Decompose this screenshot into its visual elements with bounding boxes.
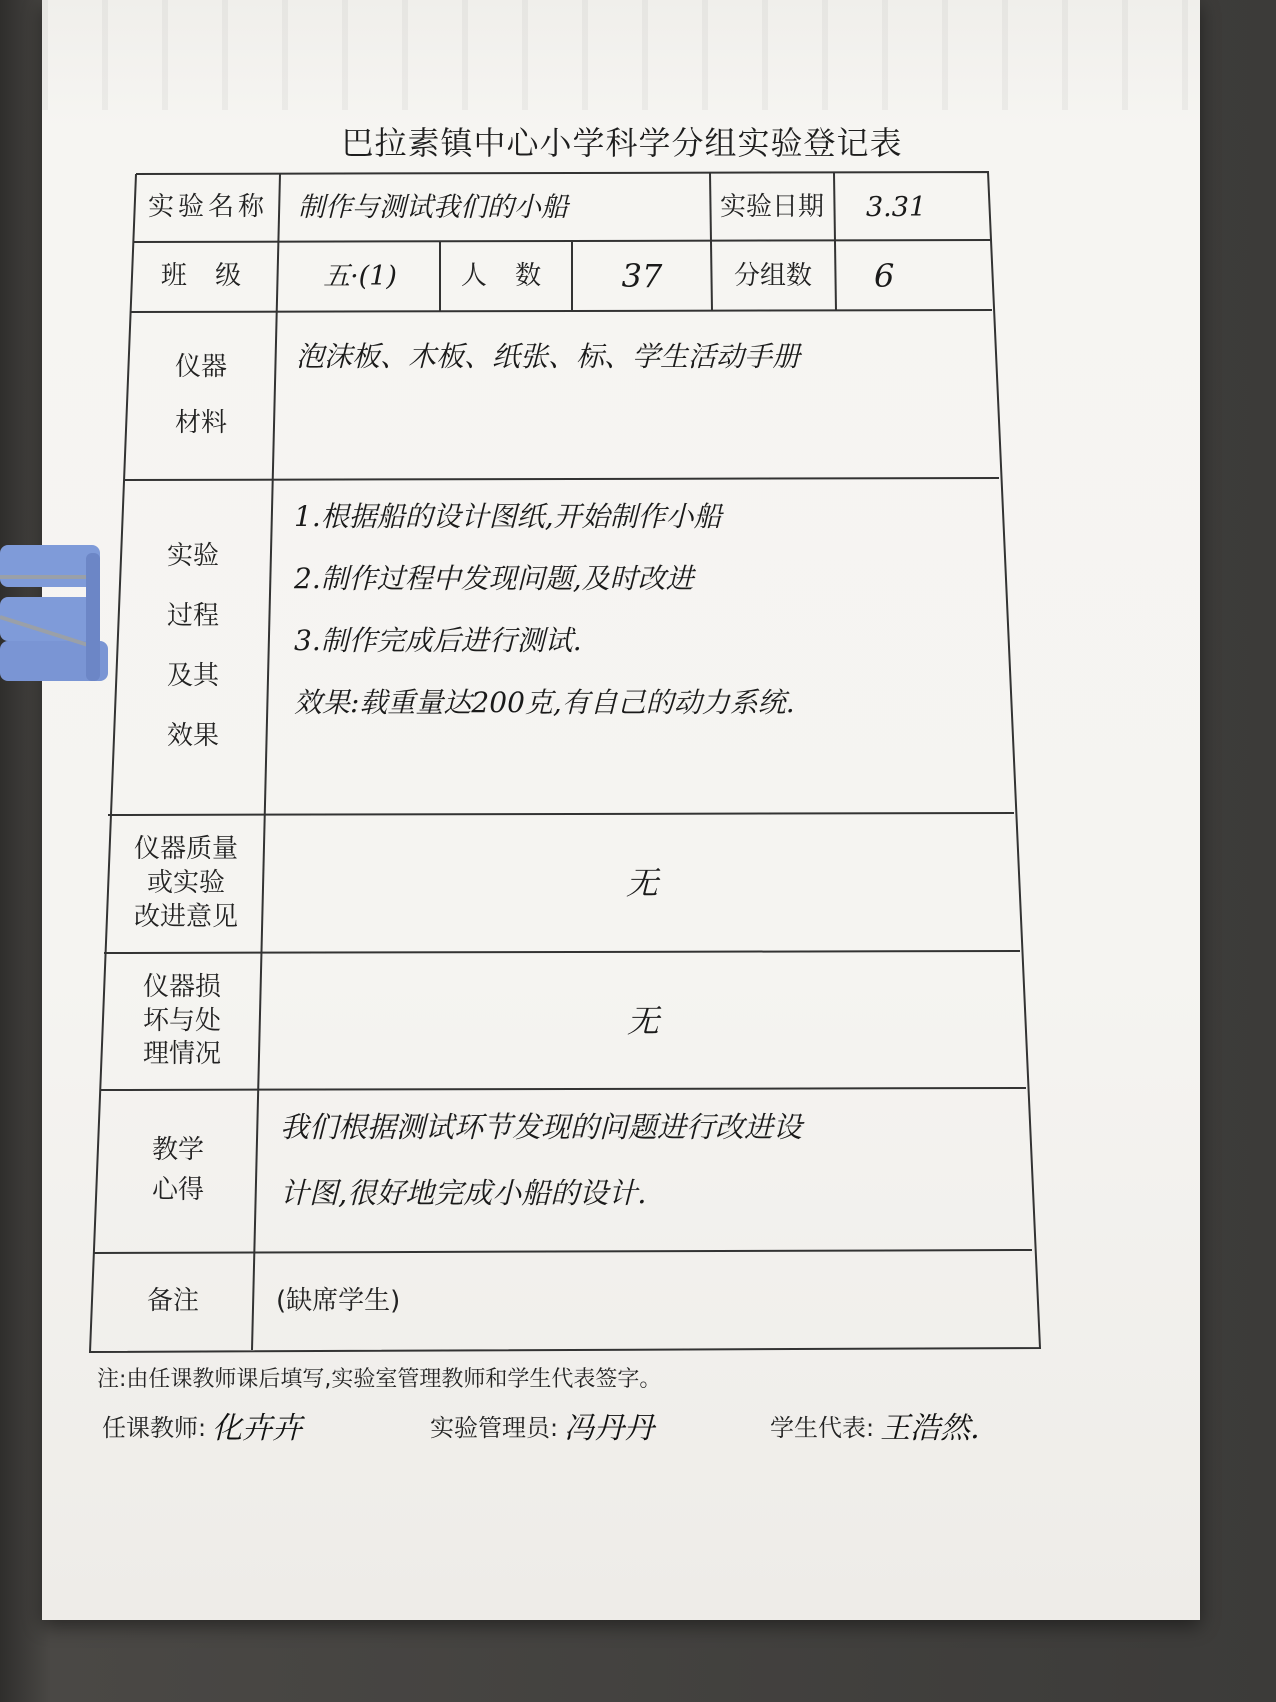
value-teaching <box>280 1094 1020 1226</box>
process-line: 效果:载重量达200克,有自己的动力系统. <box>294 686 795 719</box>
form-paper <box>42 0 1200 1620</box>
label-process-line: 效果 <box>166 720 219 751</box>
value-group-count: 6 <box>874 257 895 296</box>
label-process-line: 过程 <box>166 601 219 632</box>
label-quality-line: 仪器质量 <box>133 834 238 865</box>
teaching-line: 我们根据测试环节发现的问题进行改进设 <box>280 1110 803 1144</box>
label-damage-line: 理情况 <box>142 1039 221 1070</box>
label-process-line: 实验 <box>166 541 219 572</box>
value-quality: 无 <box>625 864 658 903</box>
value-process <box>294 486 994 734</box>
label-equipment-line: 材料 <box>174 408 227 438</box>
binder-clip-icon <box>0 545 112 685</box>
value-experiment-date: 3.31 <box>866 192 927 224</box>
value-people-count: 37 <box>621 257 663 296</box>
form-title: 巴拉素镇中心小学科学分组实验登记表 <box>341 124 903 162</box>
teaching-line: 计图,很好地完成小船的设计. <box>280 1176 647 1210</box>
student-name: 王浩然. <box>880 1411 980 1446</box>
teacher-label: 任课教师: <box>102 1413 207 1442</box>
admin-signature-row <box>430 1400 654 1450</box>
label-people-count: 人 数 <box>460 261 552 292</box>
label-equipment-line: 仪器 <box>174 352 227 383</box>
value-equipment: 泡沫板、木板、纸张、标、学生活动手册 <box>296 340 801 373</box>
label-experiment-name: 实验名称 <box>147 192 268 223</box>
value-experiment-name: 制作与测试我们的小船 <box>298 192 568 224</box>
label-process <box>118 482 268 812</box>
label-quality <box>108 817 264 951</box>
process-line: 3.制作完成后进行测试. <box>294 624 582 657</box>
label-process-line: 及其 <box>166 661 219 691</box>
label-teaching <box>100 1092 256 1250</box>
label-teaching-line: 心得 <box>151 1175 204 1205</box>
label-damage-line: 坏与处 <box>142 1005 221 1036</box>
label-quality-line: 改进意见 <box>133 901 238 932</box>
label-group-count: 分组数 <box>733 261 812 292</box>
value-class: 五·(1) <box>323 261 397 293</box>
label-teaching-line: 教学 <box>151 1135 204 1166</box>
label-damage-line: 仪器损 <box>142 971 221 1002</box>
value-remarks: (缺席学生) <box>276 1286 401 1317</box>
admin-label: 实验管理员: <box>430 1413 559 1442</box>
teacher-signature-row <box>102 1400 302 1450</box>
value-damage: 无 <box>626 1001 659 1040</box>
label-class: 班 级 <box>160 261 252 292</box>
label-experiment-date: 实验日期 <box>719 192 824 223</box>
process-line: 2.制作过程中发现问题,及时改进 <box>294 562 694 595</box>
process-line: 1.根据船的设计图纸,开始制作小船 <box>294 500 722 533</box>
admin-name: 冯丹丹 <box>564 1411 655 1446</box>
teacher-name: 化卉卉 <box>212 1411 303 1446</box>
label-equipment <box>128 314 274 478</box>
label-quality-line: 或实验 <box>146 868 225 899</box>
student-label: 学生代表: <box>770 1413 875 1442</box>
form-footnote: 注:由任课教师课后填写,实验室管理教师和学生代表签字。 <box>97 1367 662 1392</box>
student-signature-row <box>770 1400 980 1450</box>
label-remarks: 备注 <box>146 1286 199 1317</box>
label-damage <box>104 955 260 1088</box>
